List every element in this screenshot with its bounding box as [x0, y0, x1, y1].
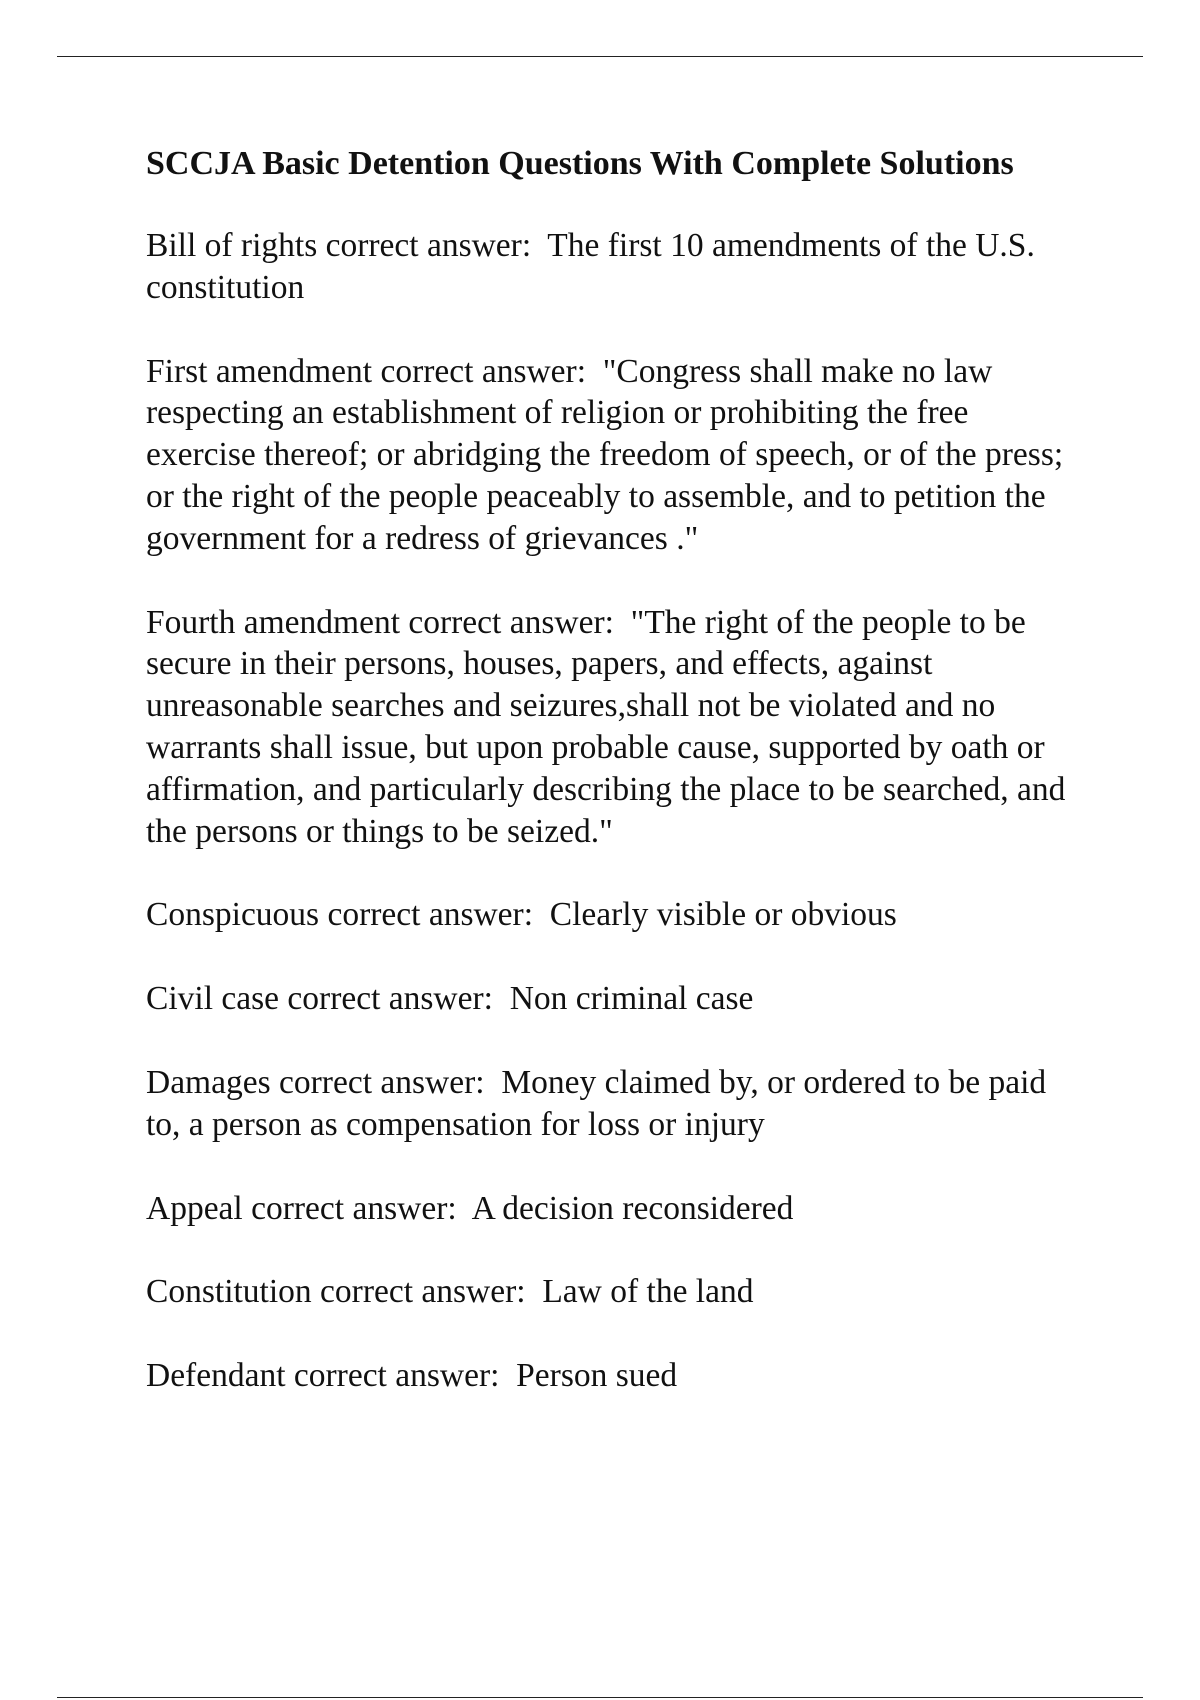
- qa-separator: correct answer:: [285, 1357, 517, 1395]
- qa-separator: correct answer:: [319, 896, 550, 934]
- bottom-divider: [57, 1697, 1143, 1698]
- qa-entry: [146, 1355, 1086, 1397]
- qa-entry: [146, 894, 1086, 936]
- qa-term: Bill of rights: [146, 227, 318, 264]
- qa-separator: correct answer:: [317, 227, 548, 264]
- qa-separator: correct answer:: [311, 1273, 543, 1311]
- qa-term: Defendant: [146, 1357, 286, 1395]
- qa-separator: correct answer:: [400, 603, 631, 641]
- qa-term: Constitution: [146, 1273, 312, 1311]
- qa-term: Conspicuous: [146, 896, 320, 934]
- qa-answer: Person sued: [516, 1357, 678, 1395]
- qa-answer: The first 10 amendments of the U.S. constitution: [146, 227, 1035, 306]
- qa-entry: [146, 1271, 1086, 1313]
- qa-term: Civil case: [146, 980, 280, 1018]
- top-divider: [57, 56, 1143, 57]
- qa-entry: [146, 1062, 1086, 1146]
- qa-answer: A decision reconsidered: [471, 1189, 794, 1227]
- qa-entry: [146, 978, 1086, 1020]
- qa-term: Appeal: [146, 1189, 243, 1227]
- qa-term: Damages: [146, 1063, 271, 1101]
- qa-term: First amendment: [146, 352, 373, 390]
- qa-answer: Law of the land: [542, 1273, 754, 1311]
- qa-entry: [146, 1188, 1086, 1230]
- qa-answer: Clearly visible or obvious: [549, 896, 897, 934]
- qa-separator: correct answer:: [270, 1063, 502, 1101]
- qa-entry: [146, 351, 1086, 560]
- qa-answer: "Congress shall make no law respecting an establishment of religion or prohibiting the free exercise thereof; or abridging the freedom of speech, or of the press; or the right of the people peaceably to assemble, and to petition the government for a redress of grievances .": [146, 352, 1064, 557]
- qa-separator: correct answer:: [279, 980, 510, 1018]
- qa-entry: [146, 602, 1086, 853]
- document-body: [146, 143, 1086, 1439]
- qa-separator: correct answer:: [372, 352, 603, 390]
- qa-answer: Money claimed by, or ordered to be paid to, a person as compensation for loss or injury: [146, 1063, 1047, 1143]
- qa-answer: Non criminal case: [509, 980, 754, 1018]
- qa-entry: [146, 225, 1086, 309]
- qa-separator: correct answer:: [242, 1189, 472, 1227]
- document-title: SCCJA Basic Detention Questions With Complete Solutions: [146, 145, 1014, 182]
- qa-term: Fourth amendment: [146, 603, 400, 641]
- qa-answer: "The right of the people to be secure in their persons, houses, papers, and effects, against unreasonable searches and seizures,shall not be violated and no warrants shall issue, but upon probable cause, supported by oath or affirmation, and particularly describing the place to be searched, and the persons or things to be seized.": [146, 603, 1066, 850]
